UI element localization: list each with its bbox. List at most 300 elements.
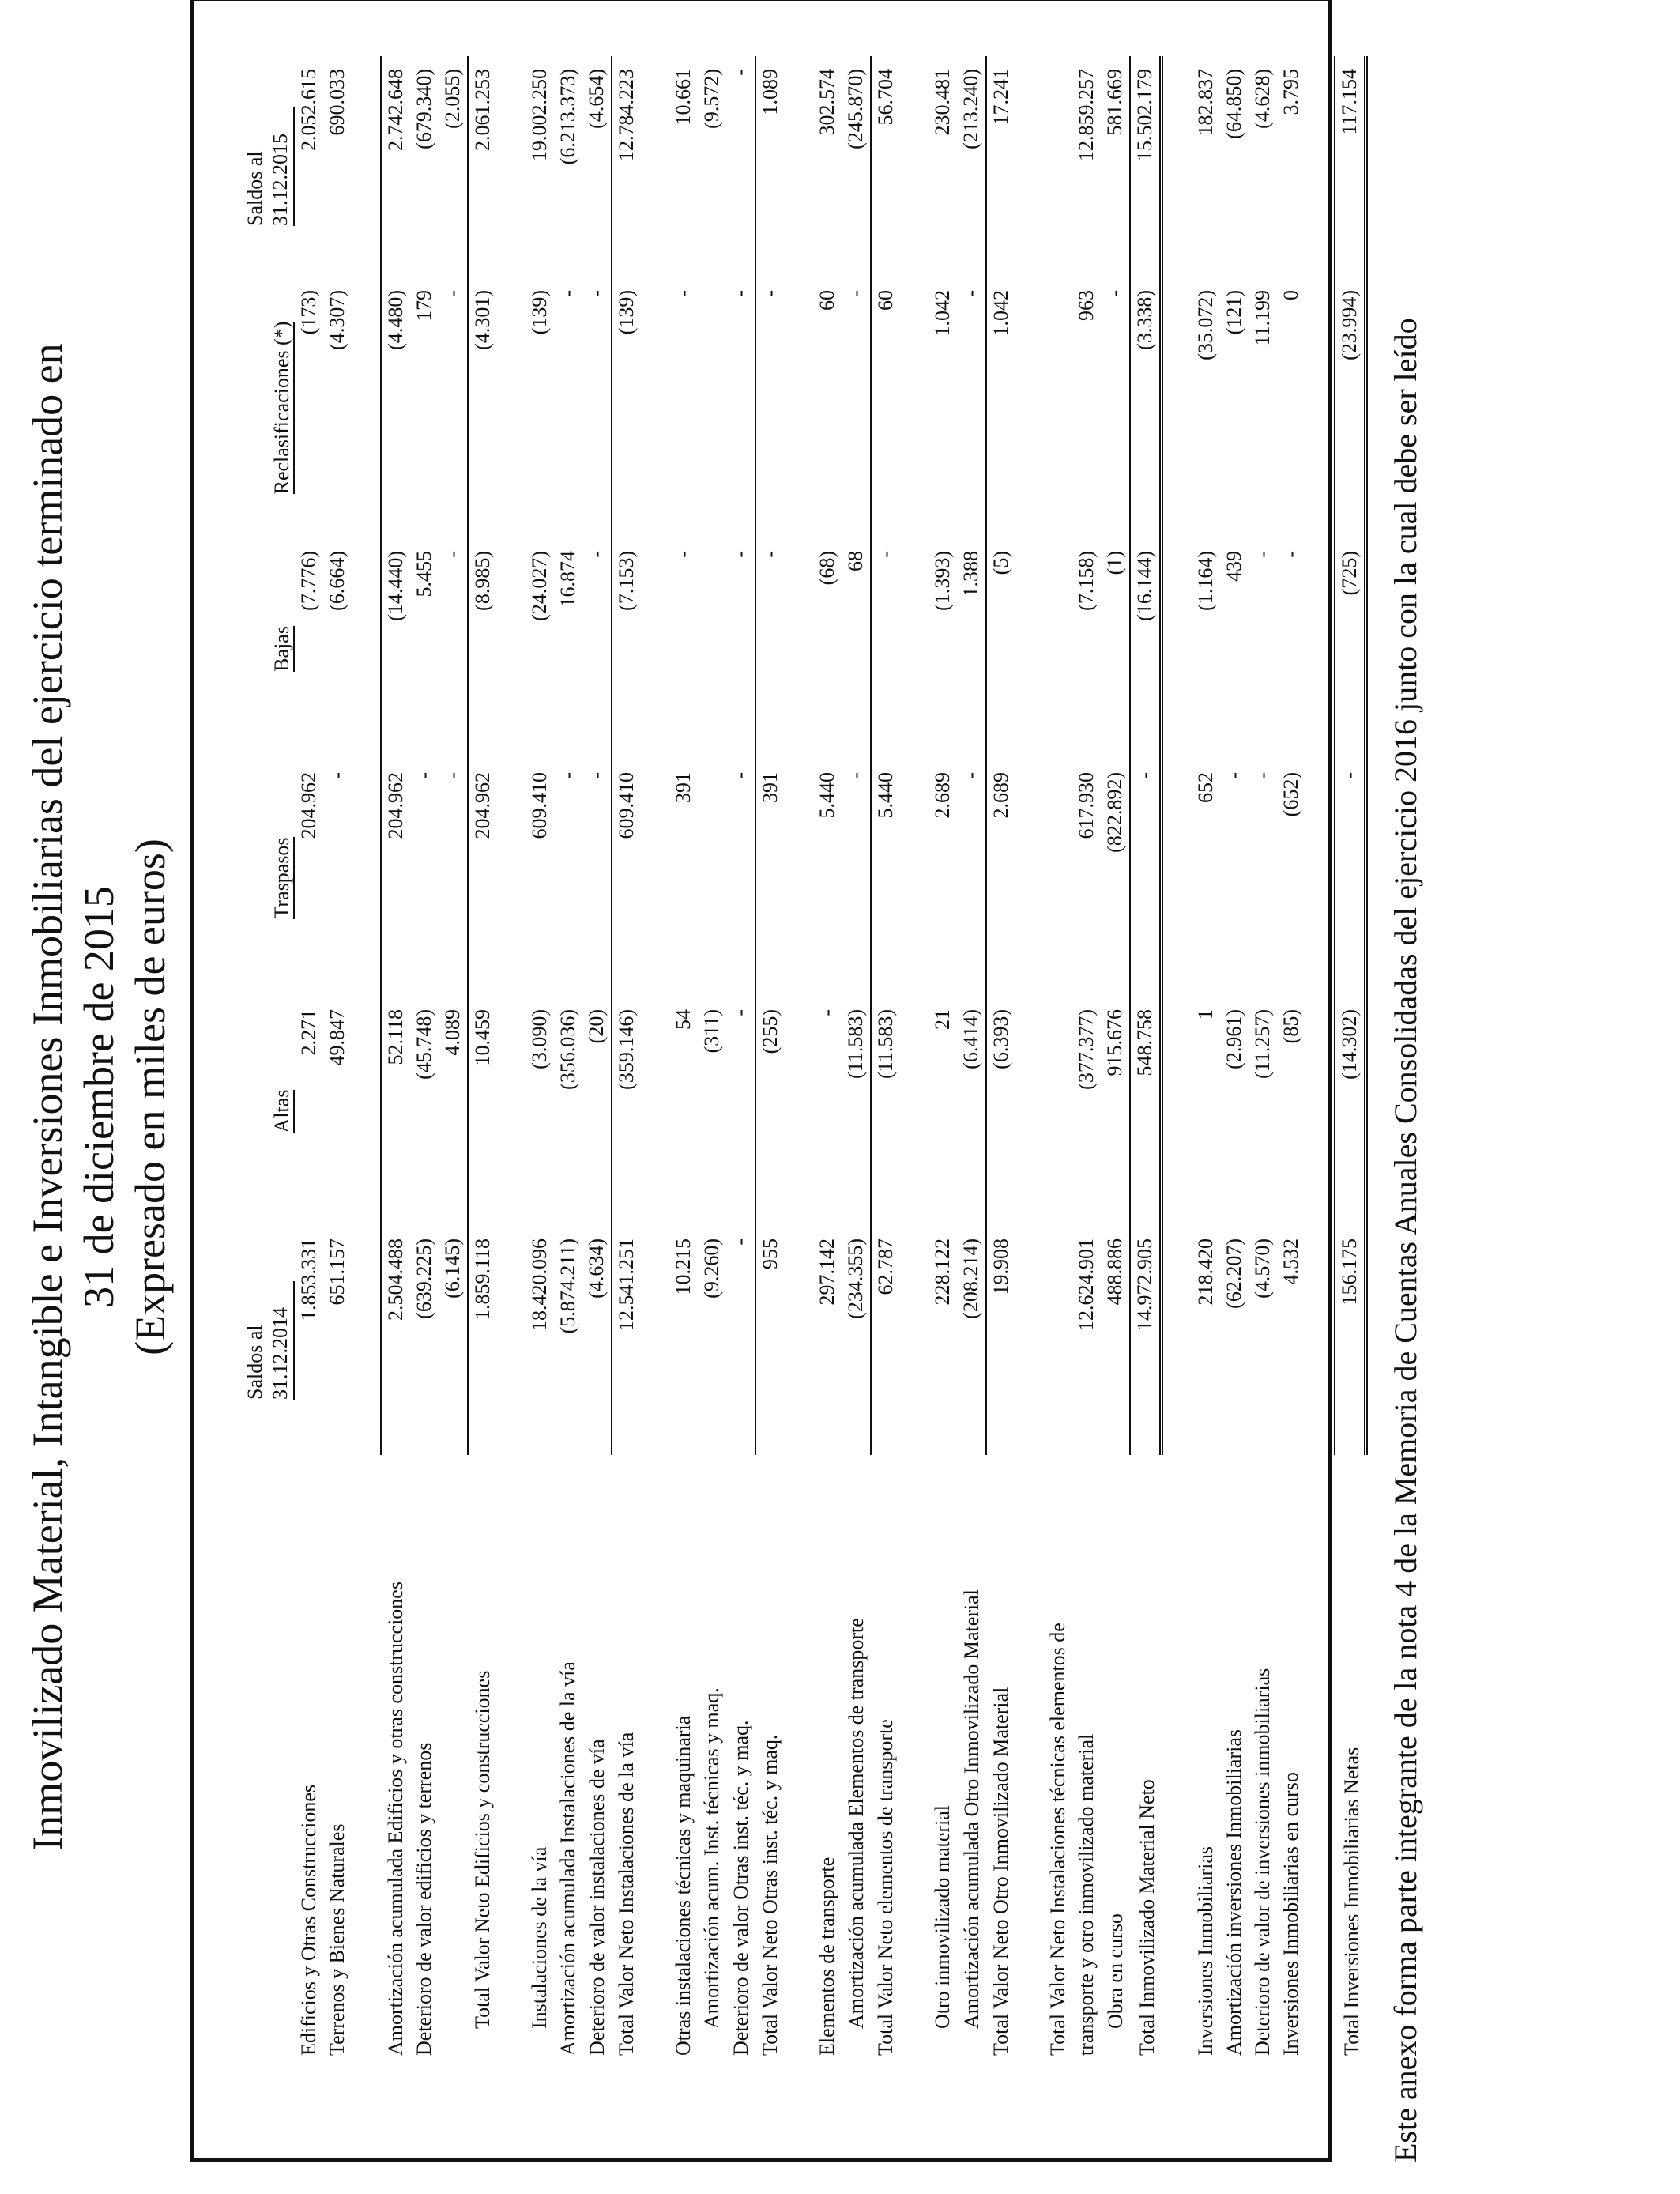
row-label: Instalaciones de la vía — [528, 1846, 551, 2029]
cell-value — [497, 56, 525, 277]
cell-value: (4.570) — [1251, 1238, 1274, 1299]
cell-value: 652 — [1194, 772, 1217, 803]
cell-value: - — [556, 290, 579, 297]
table-row — [755, 56, 785, 2056]
cell-value: 609.410 — [528, 772, 551, 839]
cell-value: 963 — [1075, 290, 1098, 321]
cell-value — [1015, 538, 1044, 760]
row-label — [641, 1455, 669, 2056]
cell-value: - — [1222, 772, 1245, 779]
cell-value: (85) — [1279, 1009, 1302, 1044]
cell-value: 204.962 — [381, 760, 410, 997]
document-subtitle-date: 31 de diciembre de 2015 — [75, 886, 122, 1308]
cell-value — [352, 56, 381, 277]
cell-value: - — [755, 277, 785, 538]
cell-value: 548.758 — [1130, 997, 1162, 1226]
cell-value: 156.175 — [1335, 1226, 1366, 1455]
cell-value — [497, 1226, 525, 1455]
cell-value: 5.440 — [816, 772, 838, 819]
spacer-row — [641, 56, 669, 2056]
table-row — [871, 56, 900, 2056]
cell-value — [1305, 56, 1335, 277]
cell-value: 12.859.257 — [1075, 69, 1098, 161]
cell-value: - — [959, 772, 982, 779]
cell-value: 21 — [931, 1009, 954, 1030]
table-row — [1277, 56, 1305, 2056]
row-label: Deterioro de valor Otras inst. téc. y maq. — [729, 1720, 752, 2056]
cell-value: (24.027) — [528, 551, 551, 621]
cell-value — [1305, 277, 1335, 538]
table-frame — [190, 0, 1363, 2162]
cell-value: 12.624.901 — [1075, 1238, 1098, 1331]
cell-value: - — [844, 290, 867, 297]
row-label: Amortización acumulada Otro Inmovilizado Material — [960, 1589, 983, 2029]
header-col-saldo-2014: Saldos al 31.12.2014 — [233, 1226, 295, 1455]
cell-value — [698, 760, 726, 997]
row-label — [497, 1455, 525, 2056]
row-label: Total Valor Neto Otras inst. téc. y maq. — [759, 1734, 782, 2056]
cell-value — [497, 277, 525, 538]
cell-value: - — [729, 772, 751, 779]
cell-value — [785, 760, 813, 997]
cell-value: - — [585, 290, 608, 297]
cell-value: 68 — [844, 551, 867, 571]
cell-value: - — [729, 1009, 751, 1016]
cell-value: (9.260) — [700, 1238, 723, 1299]
cell-value: (20) — [585, 1009, 608, 1044]
cell-value — [352, 760, 381, 997]
cell-value — [900, 760, 929, 997]
cell-value — [1162, 277, 1192, 538]
cell-value: (6.664) — [326, 551, 348, 611]
cell-value: (3.338) — [1130, 277, 1162, 538]
row-label — [352, 1455, 381, 2056]
cell-value: 19.908 — [986, 1226, 1015, 1455]
header-col-bajas: Bajas — [270, 626, 293, 672]
cell-value: 19.002.250 — [528, 69, 551, 161]
cell-value: (356.036) — [556, 1009, 579, 1090]
cell-value — [497, 760, 525, 997]
cell-value: 581.669 — [1103, 69, 1126, 136]
cell-value — [352, 538, 381, 760]
cell-value: (213.240) — [959, 69, 982, 149]
cell-value: 2.689 — [931, 772, 954, 819]
row-label: Inversiones Inmobiliarias en curso — [1279, 1772, 1302, 2056]
cell-value — [352, 1226, 381, 1455]
cell-value: 16.874 — [556, 551, 579, 608]
row-label: Inversiones Inmobiliarias — [1194, 1846, 1217, 2056]
cell-value: (11.583) — [844, 1009, 867, 1079]
table-row — [1192, 56, 1220, 2056]
cell-value — [1044, 277, 1072, 538]
cell-value — [785, 56, 813, 277]
row-label — [439, 1455, 468, 2056]
document-title: Inmovilizado Material, Intangible e Inversiones Inmobiliarias del ejercicio terminado en — [24, 343, 71, 1851]
cell-value: (6.213.373) — [556, 69, 579, 165]
cell-value: 62.787 — [871, 1226, 900, 1455]
cell-value: 609.410 — [612, 760, 641, 997]
table-body — [295, 56, 1366, 2056]
cell-value: - — [441, 772, 464, 779]
row-label: Total Valor Neto Edificios y construcciones — [471, 1670, 494, 2029]
cell-value — [1162, 56, 1192, 277]
cell-value: (64.850) — [1222, 69, 1245, 139]
row-label: Obra en curso — [1104, 1913, 1127, 2029]
cell-value: (208.214) — [959, 1238, 982, 1319]
cell-value: - — [959, 290, 982, 297]
cell-value: (1.164) — [1194, 551, 1217, 611]
table-row — [1072, 56, 1101, 2056]
cell-value — [698, 538, 726, 760]
cell-value: 179 — [412, 290, 435, 321]
cell-value: 204.962 — [468, 760, 497, 997]
cell-value: (679.340) — [412, 69, 435, 149]
cell-value: - — [816, 1009, 838, 1016]
cell-value: - — [1335, 760, 1366, 997]
cell-value — [497, 538, 525, 760]
cell-value: 2.052.615 — [297, 69, 320, 151]
cell-value — [1044, 538, 1072, 760]
table-row — [1101, 56, 1130, 2056]
cell-value: (139) — [612, 277, 641, 538]
row-label: Elementos de transporte — [816, 1857, 838, 2056]
cell-value — [900, 1226, 929, 1455]
cell-value: (4.654) — [585, 69, 608, 129]
cell-value: (4.307) — [326, 290, 348, 350]
row-label: Total Valor Neto Otro Inmovilizado Material — [989, 1687, 1012, 2056]
cell-value: 2.742.648 — [381, 56, 410, 277]
cell-value: - — [1279, 551, 1302, 558]
cell-value: 54 — [672, 1009, 695, 1030]
cell-value: - — [1251, 551, 1274, 558]
cell-value: 218.420 — [1194, 1238, 1217, 1306]
row-label: Amortización acum. Inst. técnicas y maq. — [700, 1687, 723, 2029]
cell-value: - — [585, 551, 608, 558]
table-row — [410, 56, 439, 2056]
cell-value: 52.118 — [381, 997, 410, 1226]
cell-value — [900, 56, 929, 277]
cell-value: 1.089 — [755, 56, 785, 277]
cell-value: (23.994) — [1335, 277, 1366, 538]
cell-value: (7.153) — [612, 538, 641, 760]
footer-note: Este anexo forma parte integrante de la nota 4 de la Memoria de Cuentas Anuales Consolidadas del ejercicio 2016 junto con la cual debe ser leído — [1388, 318, 1423, 2162]
table-row — [842, 56, 871, 2056]
cell-value: 1.859.118 — [468, 1226, 497, 1455]
cell-value — [785, 997, 813, 1226]
spacer-row — [352, 56, 381, 2056]
cell-value: 4.089 — [441, 1009, 464, 1056]
row-label — [785, 1455, 813, 2056]
cell-value: 690.033 — [326, 69, 348, 136]
cell-value: 56.704 — [871, 56, 900, 277]
cell-value — [641, 760, 669, 997]
cell-value: 18.420.096 — [528, 1238, 551, 1331]
cell-value: 2.271 — [297, 1009, 320, 1056]
cell-value — [900, 538, 929, 760]
cell-value — [1305, 997, 1335, 1226]
row-label: Amortización acumulada Elementos de transporte — [845, 1618, 868, 2029]
cell-value: - — [441, 290, 464, 297]
cell-value — [1044, 997, 1072, 1226]
cell-value: 391 — [755, 760, 785, 997]
table-row — [813, 56, 842, 2056]
table-row — [929, 56, 957, 2056]
row-label: Total Valor Neto Instalaciones técnicas elementos de — [1046, 1623, 1069, 2056]
cell-value: (139) — [528, 290, 551, 335]
cell-value: 4.532 — [1279, 1238, 1302, 1285]
cell-value — [1162, 1226, 1192, 1455]
cell-value: (639.225) — [412, 1238, 435, 1319]
cell-value — [1162, 997, 1192, 1226]
cell-value: - — [729, 290, 751, 297]
cell-value: 10.661 — [672, 69, 695, 126]
cell-value: (6.393) — [986, 997, 1015, 1226]
cell-value: 1.853.331 — [297, 1238, 320, 1321]
cell-value — [785, 277, 813, 538]
cell-value: (4.628) — [1251, 69, 1274, 129]
cell-value — [1162, 538, 1192, 760]
row-label: Terrenos y Bienes Naturales — [326, 1823, 348, 2056]
cell-value: 1.042 — [931, 290, 954, 337]
cell-value: (11.583) — [871, 997, 900, 1226]
cell-value: (8.985) — [468, 538, 497, 760]
cell-value: 204.962 — [297, 772, 320, 839]
spacer-row — [1162, 56, 1192, 2056]
cell-value: (822.892) — [1103, 772, 1126, 853]
row-label: Total Valor Neto elementos de transporte — [874, 1719, 897, 2056]
row-label: Amortización acumulada Instalaciones de la vía — [556, 1661, 579, 2056]
cell-value — [785, 538, 813, 760]
header-col-saldo-2015: Saldos al 31.12.2015 — [233, 56, 295, 277]
spacer-row — [785, 56, 813, 2056]
cell-value — [1044, 1226, 1072, 1455]
row-label — [1162, 1455, 1192, 2056]
cell-value: - — [729, 69, 751, 76]
cell-value: - — [672, 290, 695, 297]
cell-value: (62.207) — [1222, 1238, 1245, 1309]
cell-value: 955 — [755, 1226, 785, 1455]
table-row — [698, 56, 726, 2056]
row-label: Otro inmovilizado material — [931, 1804, 954, 2029]
table-row — [582, 56, 612, 2056]
cell-value: (2.055) — [441, 69, 464, 129]
cell-value: 49.847 — [326, 1009, 348, 1066]
table-row — [612, 56, 641, 2056]
table-row — [1044, 56, 1072, 2056]
cell-value: (6.145) — [441, 1238, 464, 1299]
cell-value: - — [556, 772, 579, 779]
header-col-altas: Altas — [270, 1089, 293, 1133]
row-label: Total Inmovilizado Material Neto — [1135, 1779, 1158, 2056]
cell-value: 617.930 — [1075, 772, 1098, 839]
cell-value: - — [326, 772, 348, 779]
table-row — [669, 56, 698, 2056]
cell-value: 2.504.488 — [381, 1226, 410, 1455]
cell-value: - — [585, 772, 608, 779]
cell-value — [1044, 760, 1072, 997]
cell-value: (3.090) — [528, 1009, 551, 1069]
cell-value: 302.574 — [816, 69, 838, 136]
cell-value: (5) — [986, 538, 1015, 760]
cell-value: - — [844, 772, 867, 779]
cell-value: 2.689 — [986, 760, 1015, 997]
row-label — [1015, 1455, 1044, 2056]
cell-value: (16.144) — [1130, 538, 1162, 760]
cell-value: 391 — [672, 772, 695, 803]
cell-value: (7.776) — [297, 551, 320, 611]
cell-value: 439 — [1222, 551, 1245, 582]
cell-value: 5.440 — [871, 760, 900, 997]
row-label: Otras instalaciones técnicas y maquinaria — [672, 1715, 695, 2056]
cell-value: (4.301) — [468, 277, 497, 538]
cell-value: (234.355) — [844, 1238, 867, 1319]
cell-value: 60 — [871, 277, 900, 538]
row-label: Total Valor Neto Instalaciones de la vía — [615, 1732, 638, 2056]
table-row — [957, 56, 986, 2056]
cell-value: 3.795 — [1279, 69, 1302, 115]
table-row — [1130, 56, 1162, 2056]
cell-value: - — [1130, 760, 1162, 997]
cell-value: - — [755, 538, 785, 760]
cell-value: - — [729, 551, 751, 558]
cell-value — [641, 277, 669, 538]
row-label: Deterioro de valor edificios y terrenos — [412, 1742, 435, 2056]
cell-value: 12.541.251 — [612, 1226, 641, 1455]
header-label-col — [233, 1455, 295, 2056]
cell-value: 0 — [1279, 290, 1302, 300]
cell-value — [698, 277, 726, 538]
row-label — [1305, 1455, 1335, 2056]
cell-value: 1.388 — [959, 551, 982, 598]
cell-value — [641, 56, 669, 277]
cell-value: 182.837 — [1194, 69, 1217, 136]
cell-value: - — [729, 1238, 751, 1246]
cell-value: (1.393) — [931, 551, 954, 611]
cell-value: (6.414) — [959, 1009, 982, 1069]
cell-value — [900, 997, 929, 1226]
document-subtitle-units: (Expresado en miles de euros) — [126, 839, 174, 1355]
cell-value: (377.377) — [1075, 1009, 1098, 1090]
row-label: Edificios y Otras Construcciones — [297, 1785, 320, 2056]
cell-value — [352, 997, 381, 1226]
row-label — [900, 1455, 929, 2056]
cell-value: 915.676 — [1103, 1009, 1126, 1076]
cell-value: (173) — [297, 290, 320, 335]
cell-value: 297.142 — [816, 1238, 838, 1306]
cell-value — [1015, 760, 1044, 997]
table-header-row — [233, 56, 295, 2056]
table-row — [1335, 56, 1366, 2056]
cell-value — [641, 1226, 669, 1455]
cell-value: (7.158) — [1075, 551, 1098, 611]
cell-value: (11.257) — [1251, 1009, 1274, 1079]
cell-value: 2.061.253 — [468, 56, 497, 277]
table-row — [1220, 56, 1249, 2056]
row-label: Total Inversiones Inmobiliarias Netas — [1339, 1747, 1363, 2056]
cell-value — [1015, 1226, 1044, 1455]
cell-value: (14.440) — [381, 538, 410, 760]
cell-value — [352, 277, 381, 538]
cell-value: 12.784.223 — [612, 56, 641, 277]
cell-value — [1015, 56, 1044, 277]
cell-value: - — [672, 551, 695, 558]
spacer-row — [900, 56, 929, 2056]
header-col-traspasos: Traspasos — [270, 837, 293, 919]
table-row — [1249, 56, 1277, 2056]
cell-value: 5.455 — [412, 551, 435, 598]
cell-value: (725) — [1335, 538, 1366, 760]
cell-value: (255) — [755, 997, 785, 1226]
cell-value: (9.572) — [700, 69, 723, 129]
cell-value: 117.154 — [1335, 56, 1366, 277]
cell-value — [1015, 277, 1044, 538]
cell-value: 15.502.179 — [1130, 56, 1162, 277]
row-label: transporte y otro inmovilizado material — [1075, 1733, 1098, 2056]
cell-value: (359.146) — [612, 997, 641, 1226]
cell-value — [1305, 1226, 1335, 1455]
cell-value: - — [1251, 772, 1274, 779]
cell-value — [1162, 760, 1192, 997]
row-label: Amortización inversiones Inmobiliarias — [1222, 1728, 1245, 2056]
cell-value: 1 — [1194, 1009, 1217, 1020]
table-row — [525, 56, 554, 2056]
cell-value: (311) — [700, 1009, 723, 1054]
asset-movements-table — [233, 56, 1368, 2056]
cell-value: - — [412, 772, 435, 779]
cell-value — [785, 1226, 813, 1455]
row-label: Deterioro de valor de inversiones inmobiliarias — [1251, 1668, 1274, 2056]
row-label: Amortización acumulada Edificios y otras construcciones — [384, 1581, 407, 2056]
cell-value: - — [1103, 290, 1126, 297]
table-row — [726, 56, 755, 2056]
cell-value: (4.480) — [381, 277, 410, 538]
spacer-row — [439, 56, 468, 2056]
cell-value: (14.302) — [1335, 997, 1366, 1226]
cell-value: (4.634) — [585, 1238, 608, 1299]
cell-value: (68) — [816, 551, 838, 586]
cell-value: (5.874.211) — [556, 1238, 579, 1334]
cell-value: 1.042 — [986, 277, 1015, 538]
cell-value: 230.481 — [931, 69, 954, 136]
spacer-row — [1305, 56, 1335, 2056]
spacer-row — [1015, 56, 1044, 2056]
cell-value: (121) — [1222, 290, 1245, 335]
row-label: Deterioro de valor instalaciones de vía — [586, 1739, 608, 2056]
cell-value — [497, 997, 525, 1226]
cell-value — [1305, 760, 1335, 997]
cell-value: (1) — [1103, 551, 1126, 575]
table-row — [986, 56, 1015, 2056]
cell-value — [1015, 997, 1044, 1226]
cell-value: 228.122 — [931, 1238, 954, 1306]
table-row — [468, 56, 497, 2056]
table-row — [323, 56, 352, 2056]
cell-value: 11.199 — [1251, 290, 1274, 346]
cell-value — [1044, 56, 1072, 277]
cell-value: - — [441, 551, 464, 558]
cell-value: 10.459 — [468, 997, 497, 1226]
cell-value — [1305, 538, 1335, 760]
header-col-reclasificaciones: Reclasificaciones (*) — [270, 321, 293, 495]
cell-value: (45.748) — [412, 1009, 435, 1080]
cell-value: 651.157 — [326, 1238, 348, 1306]
cell-value — [641, 538, 669, 760]
cell-value: 60 — [816, 290, 838, 311]
cell-value: (245.870) — [844, 69, 867, 149]
cell-value — [641, 997, 669, 1226]
spacer-row — [497, 56, 525, 2056]
cell-value: (35.072) — [1194, 290, 1217, 360]
